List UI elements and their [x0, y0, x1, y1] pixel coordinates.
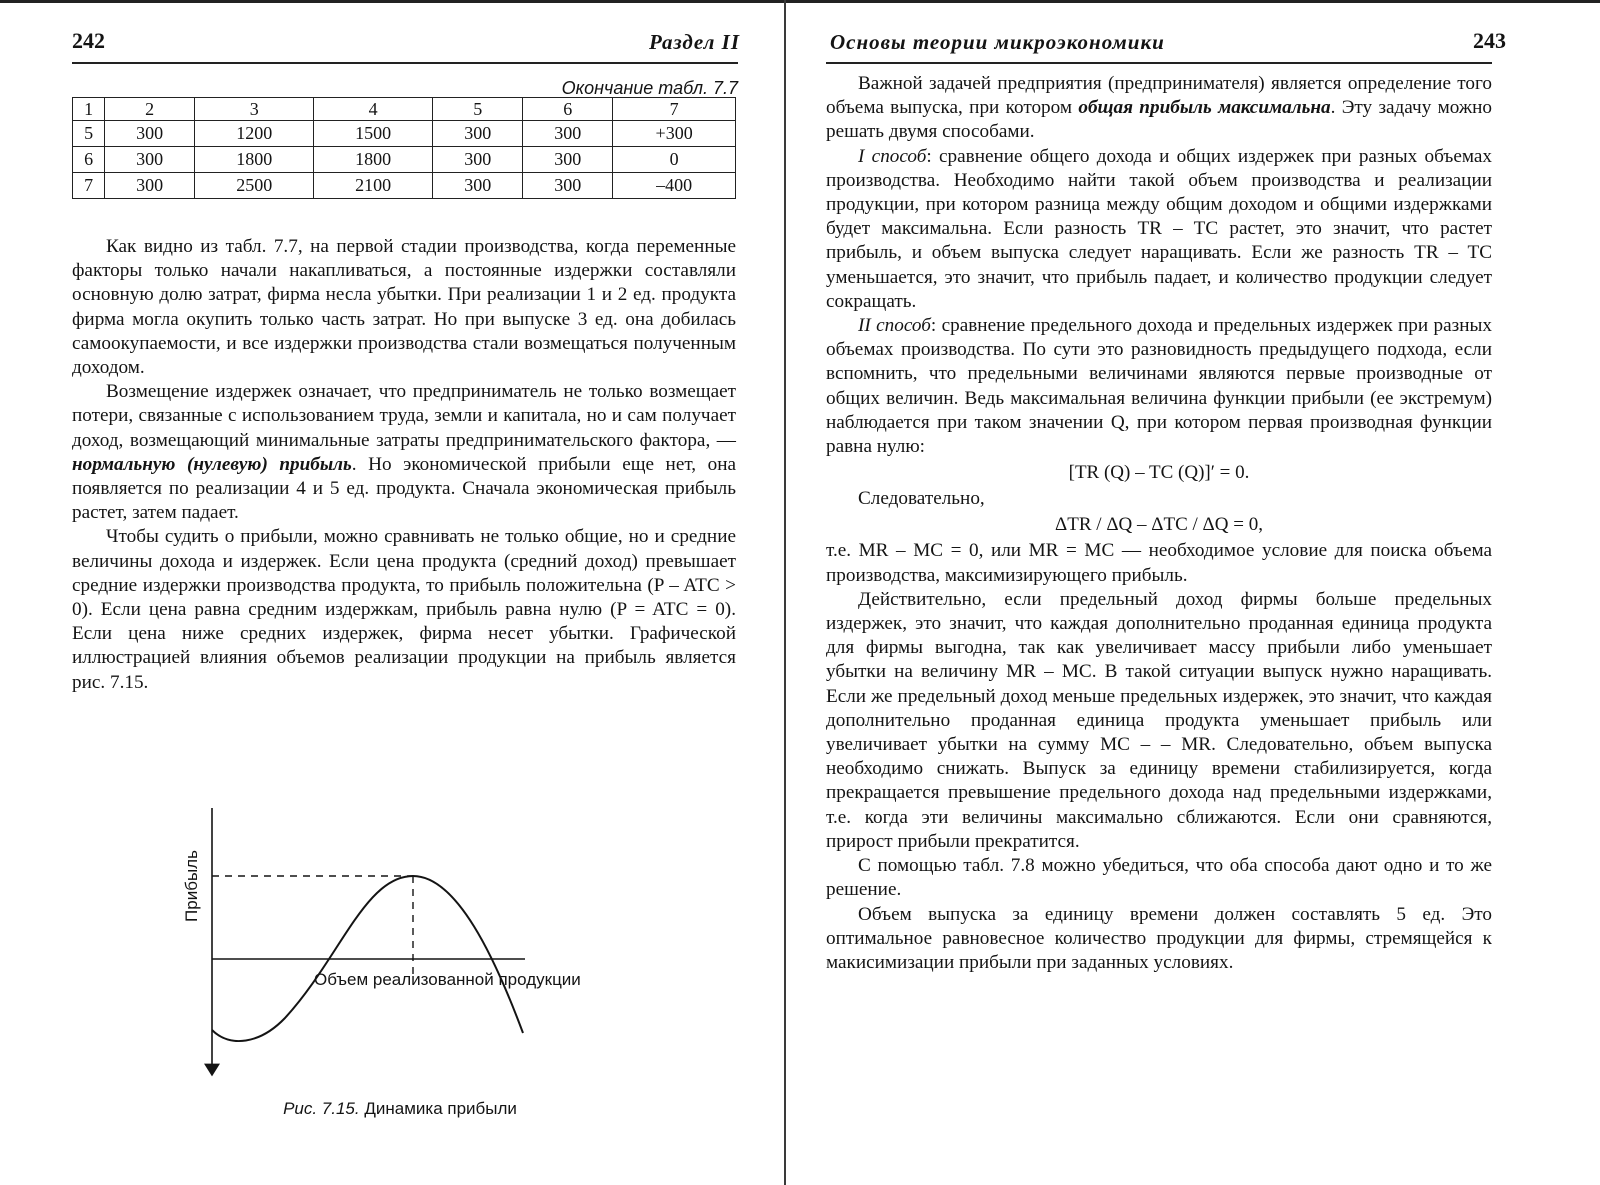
- table-header-row: [73, 98, 736, 121]
- paragraph: С помощью табл. 7.8 можно убедиться, что оба способа дают одно и то же решение.: [826, 855, 1492, 901]
- running-head-left: Раздел II: [648, 30, 740, 54]
- emphasized-term: нормальную (нулевую) прибыль: [72, 453, 352, 475]
- x-axis-label: Объем реализованной продукции: [314, 970, 581, 989]
- text-run: : сравнение предельного дохода и предельных издержек при разных объемах производства. По сути это разновидность предыдущего подхода, если вспомнить, что предельными величинами являются первые производные от общих величин. Ведь максимальная величина функции прибыли (ее экстремум) наблюдается при таком значении Q, при котором первая производная функции равна нулю:: [826, 315, 1492, 458]
- table-cell: 300: [433, 147, 523, 173]
- table-header-cell: 7: [613, 98, 736, 121]
- figure-caption: [60, 1099, 740, 1119]
- table-row: [73, 121, 736, 147]
- table-cell: 2500: [195, 173, 314, 199]
- table-cell: 1200: [195, 121, 314, 147]
- method-label: II способ: [858, 315, 931, 337]
- table-cell: 6: [73, 147, 105, 173]
- table-cell: 5: [73, 121, 105, 147]
- paragraph: Следовательно,: [858, 488, 985, 510]
- formula: [TR (Q) – TC (Q)]′ = 0.: [1068, 462, 1250, 484]
- text-run: . Но экономической прибыли еще нет, она появляется по реализации 4 и 5 ед. продукта. Сначала экономическая прибыль растет, затем падает.: [72, 453, 736, 524]
- paragraph: Действительно, если предельный доход фирмы больше предельных издержек, это значит, что каждая дополнительно проданная единица продукта для фирмы выгодна, так как увеличивает массу прибыли либо уменьшает убытки на величину MR – MC. В такой ситуации выпуск нужно наращивать. Если же предельный доход меньше предельных издержек, это значит, что каждая дополнительно проданная единица продукта уменьшает прибыль или увеличивает убытки на сумму MC – – MR. Следовательно, объем выпуска необходимо снижать. Выпуск за единицу времени стабилизируется, когда прекращается превышение предельного дохода над предельными издержками, т.е. когда эти величины максимально сближаются. Если они сравняются, прирост прибыли прекратится.: [826, 588, 1492, 852]
- page-number-right: 243: [1473, 28, 1506, 53]
- table-header-cell: 6: [523, 98, 613, 121]
- table-header-cell: 4: [314, 98, 433, 121]
- formula: ΔTR / ΔQ – ΔTC / ΔQ = 0,: [1055, 514, 1263, 536]
- table-cell: 7: [73, 173, 105, 199]
- text-run: . Эту задачу можно решать двумя способами.: [826, 97, 1492, 143]
- table-cell: 1800: [195, 147, 314, 173]
- figure-number: Рис. 7.15.: [283, 1099, 360, 1118]
- left-page: [60, 0, 740, 1185]
- text-run: Возмещение издержек означает, что предприниматель не только возмещает потери, связанные с использованием труда, земли и капитала, но и сам получает доход, возмещающий минимальные затраты предпринимательского фактора, —: [72, 381, 736, 451]
- table-cell: 0: [613, 147, 736, 173]
- table-header-cell: 1: [73, 98, 105, 121]
- paragraph: Как видно из табл. 7.7, на первой стадии производства, когда переменные факторы только начали накапливаться, а постоянные издержки составляли основную долю затрат, фирма несла убытки. При реализации 1 и 2 ед. продукта фирма могла окупить только часть затрат. Но при выпуске 3 ед. она добилась самоокупаемости, и все издержки производства стали возмещаться полученным доходом.: [72, 236, 736, 379]
- paragraph: [826, 72, 1492, 145]
- table-cell: 1800: [314, 147, 433, 173]
- table-cell: 300: [523, 147, 613, 173]
- paragraph: Объем выпуска за единицу времени должен составлять 5 ед. Это оптимальное равновесное количество продукции для фирмы, стремящейся к макисимизации прибыли при заданных условиях.: [826, 903, 1492, 973]
- emphasized-term: общая прибыль максимальна: [1078, 97, 1331, 119]
- table-header-cell: 2: [105, 98, 195, 121]
- table-cell: 300: [523, 121, 613, 147]
- book-gutter: [784, 0, 786, 1185]
- header-rule-left: [72, 62, 738, 64]
- table-cell: 300: [105, 173, 195, 199]
- header-rule-right: [826, 62, 1492, 64]
- page-number-left: 242: [72, 28, 105, 53]
- paragraph: [826, 145, 1492, 314]
- paragraph: [826, 314, 1492, 459]
- left-body-text: [72, 235, 736, 695]
- right-body-text: [826, 72, 1492, 975]
- text-run: : сравнение общего дохода и общих издержек при разных объемах производства. Необходимо найти такой объем производства и реализации продукции, при котором разница между общим доходом и общими издержками будет максимальна. Если разность TR – TC растет, это значит, что растет прибыль, и объем выпуска следует наращивать. Если же разность TR – TC уменьшается, это значит, что прибыль падает, и количество продукции следует сокращать.: [826, 145, 1492, 312]
- table-header-cell: 5: [433, 98, 523, 121]
- method-label: I способ: [858, 145, 927, 167]
- figure-title: Динамика прибыли: [364, 1099, 517, 1118]
- paragraph: т.е. MR – MC = 0, или MR = MC — необходимое условие для поиска объема производства, максимизирующего прибыль.: [826, 540, 1492, 586]
- table-cell: 1500: [314, 121, 433, 147]
- table-cell: –400: [613, 173, 736, 199]
- profit-dynamics-figure: [175, 808, 675, 1088]
- table-cell: 2100: [314, 173, 433, 199]
- table-cell: +300: [613, 121, 736, 147]
- table-cell: 300: [433, 173, 523, 199]
- right-page: [826, 0, 1506, 1185]
- paragraph: [72, 380, 736, 525]
- table-cell: 300: [105, 147, 195, 173]
- table-row: [73, 147, 736, 173]
- table-header-cell: 3: [195, 98, 314, 121]
- y-axis-label: Прибыль: [182, 850, 201, 922]
- table-cell: 300: [105, 121, 195, 147]
- table-cell: 300: [523, 173, 613, 199]
- running-head-right: Основы теории микроэкономики: [830, 30, 1165, 54]
- table-cell: 300: [433, 121, 523, 147]
- table-caption: Окончание табл. 7.7: [561, 78, 738, 98]
- table-row: [73, 173, 736, 199]
- data-table: [72, 97, 736, 199]
- paragraph: Чтобы судить о прибыли, можно сравнивать не только общие, но и средние величины дохода и издержек. Если цена продукта (средний доход) превышает средние издержки производства продукта, то прибыль положительна (P – ATC > 0). Если цена равна средним издержкам, прибыль равна нулю (P = ATC = 0). Если цена ниже средних издержек, фирма несет убытки. Графической иллюстрацией влияния объемов реализации продукции на прибыль является рис. 7.15.: [72, 526, 736, 693]
- text-run: Важной задачей предприятия (предпринимателя) является определение того объема выпуска, при котором: [826, 73, 1492, 119]
